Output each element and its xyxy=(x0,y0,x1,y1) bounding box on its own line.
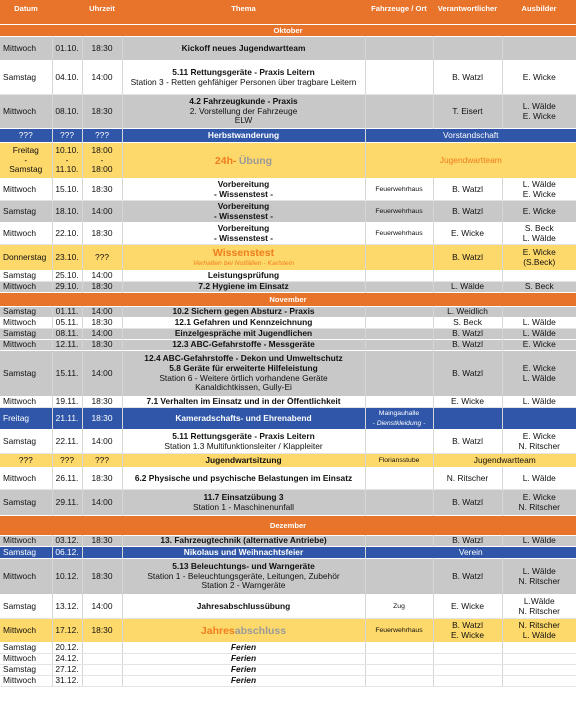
month-row-october: Oktober xyxy=(0,25,576,37)
table-row: Samstag 20.12. Ferien xyxy=(0,643,576,654)
table-row: Mittwoch 01.10. 18:30 Kickoff neues Jugendwartteam xyxy=(0,37,576,61)
header-topic: Thema xyxy=(122,0,365,25)
table-row: Mittwoch 19.11. 18:30 7.1 Verhalten im Einsatz und in der Öffentlichkeit E. Wicke L. Wälde xyxy=(0,397,576,408)
table-row: Samstag 08.11. 14:00 Einzelgespräche mit Jugendlichen B. Watzl L. Wälde xyxy=(0,329,576,340)
table-row: Mittwoch 12.11. 18:30 12.3 ABC-Gefahrstoffe - Messgeräte B. Watzl E. Wicke xyxy=(0,340,576,351)
header-time: Uhrzeit xyxy=(82,0,122,25)
header-blank xyxy=(52,0,82,25)
header-responsible: Verantwortlicher xyxy=(433,0,502,25)
header-row xyxy=(0,0,576,25)
table-row: Samstag 18.10. 14:00 Vorbereitung - Wissenstest - Feuerwehrhaus B. Watzl E. Wicke xyxy=(0,201,576,223)
header-trainer: Ausbilder xyxy=(502,0,576,25)
table-row: Mittwoch 10.12. 18:30 5.13 Beleuchtungs- und Warngeräte Station 1 - Beleuchtungsgeräte, Leitungen, Zubehör Station 2 - Warngeräte B. Watzl L. Wälde N. Ritscher xyxy=(0,559,576,595)
table-row: Samstag 04.10. 14:00 5.11 Rettungsgeräte - Praxis Leitern Station 3 - Retten gehfähiger Personen über tragbare Leitern B. Watzl E. Wicke xyxy=(0,61,576,95)
table-row: Mittwoch 24.12. Ferien xyxy=(0,654,576,665)
table-row: Mittwoch 26.11. 18:30 6.2 Physische und psychische Belastungen im Einsatz N. Ritscher L. Wälde xyxy=(0,468,576,490)
header-place: Fahrzeuge / Ort xyxy=(365,0,433,25)
table-row: Samstag 06.12. Nikolaus und Weihnachtsfeier Verein xyxy=(0,547,576,559)
table-row: Mittwoch 05.11. 18:30 12.1 Gefahren und Kennzeichnung S. Beck L. Wälde xyxy=(0,318,576,329)
table-row: ??? ??? ??? Jugendwartsitzung Floriansstube Jugendwartteam xyxy=(0,454,576,468)
table-row: Samstag 15.11. 14:00 12.4 ABC-Gefahrstoffe - Dekon und Umweltschutz 5.8 Geräte für erweiterte Hilfeleistung Station 6 - Weitere örtlich vorhandene Geräte Kanaldichtkissen, Gully-Ei B. Watzl E. Wicke L. Wälde xyxy=(0,351,576,397)
table-row: Mittwoch 03.12. 18:30 13. Fahrzeugtechnik (alternative Antriebe) B. Watzl L. Wälde xyxy=(0,536,576,547)
table-row: Mittwoch 08.10. 18:30 4.2 Fahrzeugkunde - Praxis 2. Vorstellung der Fahrzeuge ELW T. Eisert L. Wälde E. Wicke xyxy=(0,95,576,129)
header-date: Datum xyxy=(0,0,52,25)
month-row-december: Dezember xyxy=(0,516,576,536)
table-row: Mittwoch 22.10. 18:30 Vorbereitung - Wissenstest - Feuerwehrhaus E. Wicke S. Beck L. Wälde xyxy=(0,223,576,245)
table-row: Mittwoch 17.12. 18:30 Jahresabschluss Feuerwehrhaus B. Watzl E. Wicke N. Ritscher L. Wälde xyxy=(0,619,576,643)
month-row-november: November xyxy=(0,293,576,307)
table-row: Samstag 13.12. 14:00 Jahresabschlussübung Zug E. Wicke L.Wälde N. Ritscher xyxy=(0,595,576,619)
table-row: ??? ??? ??? Herbstwanderung Vorstandschaft xyxy=(0,129,576,143)
table-row: Samstag 22.11. 14:00 5.11 Rettungsgeräte - Praxis Leitern Station 1.3 Multifunktionsleiter / Klappleiter B. Watzl E. Wicke N. Ritscher xyxy=(0,430,576,454)
table-row: Freitag 21.11. 18:30 Kameradschafts- und Ehrenabend Maingauhalle - Dienstkleidung - xyxy=(0,408,576,430)
table-row: Mittwoch 15.10. 18:30 Vorbereitung - Wissenstest - Feuerwehrhaus B. Watzl L. Wälde E. Wicke xyxy=(0,179,576,201)
table-row: Samstag 27.12. Ferien xyxy=(0,665,576,676)
table-row: Mittwoch 29.10. 18:30 7.2 Hygiene im Einsatz L. Wälde S. Beck xyxy=(0,282,576,293)
table-row: Mittwoch 31.12. Ferien xyxy=(0,676,576,687)
table-row: Freitag - Samstag 10.10. - 11.10. 18:00 - 18:00 24h- Übung Jugendwartteam xyxy=(0,143,576,179)
table-row: Samstag 01.11. 14:00 10.2 Sichern gegen Absturz - Praxis L. Weidlich xyxy=(0,307,576,318)
table-row: Samstag 29.11. 14:00 11.7 Einsatzübung 3 Station 1 - Maschinenunfall B. Watzl E. Wicke N. Ritscher xyxy=(0,490,576,516)
table-row: Donnerstag 23.10. ??? Wissenstest Verhalten bei Notfällen - Karlstein B. Watzl E. Wicke (S.Beck) xyxy=(0,245,576,271)
table-row: Samstag 25.10. 14:00 Leistungsprüfung xyxy=(0,271,576,282)
